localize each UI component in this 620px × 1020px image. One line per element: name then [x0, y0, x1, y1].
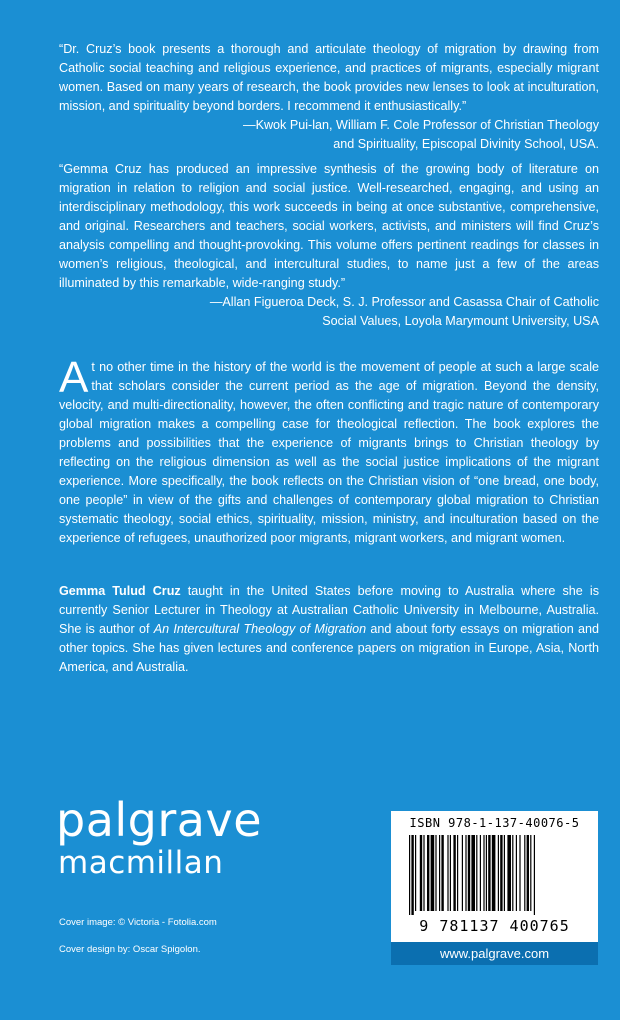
- isbn-barcode: [391, 811, 598, 942]
- bio-text-part2: and about forty essays on migration and other topics. She has given lectures and conference papers on migration in Europe, Asia, North America, and Australia.: [59, 622, 599, 674]
- barcode-bar: [530, 835, 531, 911]
- barcode-bar: [500, 835, 502, 911]
- endorsement-attribution-line1: —Kwok Pui-lan, William F. Cole Professor of Christian Theology: [242, 118, 599, 132]
- publisher-website[interactable]: www.palgrave.com: [391, 942, 598, 965]
- barcode-bar: [423, 835, 424, 911]
- barcode-bar: [465, 835, 466, 911]
- barcode-bar: [415, 835, 416, 911]
- drop-cap: A: [59, 353, 89, 402]
- isbn-label: ISBN 978-1-137-40076-5: [409, 816, 580, 830]
- barcode-bar: [439, 835, 440, 911]
- publisher-logo: [56, 795, 262, 881]
- book-title: An Intercultural Theology of Migration: [153, 622, 367, 636]
- barcode-bar: [524, 835, 525, 911]
- barcode-bar: [480, 835, 481, 911]
- endorsement-2: [59, 160, 599, 331]
- barcode-bar: [476, 835, 477, 911]
- barcode-bar: [450, 835, 451, 911]
- barcode-bar: [512, 835, 513, 911]
- barcode-bar: [435, 835, 436, 911]
- barcode-bar: [519, 835, 520, 911]
- description-text: t no other time in the history of the world is the movement of people at such a large scale that scholars consider the current period as the age of migration. Beyond the density, velocity, and multi-directionality, however, the often conflicting and tragic nature of contemporary global migration makes a compelling case for theological reflection. The book explores the problems and possibilities that the experience of migrants brings to Christian theology by reflecting on the religious dimension as well as the social justice implications of the migrant experience. More specifically, the book reflects on the Christian vision of “one bread, one body, one people” in view of the gifts and challenges of contemporary global migration to Christian systematic theology, social ethics, spirituality, mission, ministry, and inculturation based on the experience of refugees, unauthorized poor migrants, migrant workers, and migrant women.: [59, 360, 599, 545]
- barcode-bar: [411, 835, 413, 915]
- logo-line-palgrave: palgrave: [56, 793, 262, 847]
- author-bio: [59, 582, 599, 677]
- barcode-bar: [492, 835, 496, 911]
- barcode-bar: [441, 835, 443, 911]
- barcode-bar: [457, 835, 458, 911]
- logo-line-macmillan: macmillan: [58, 845, 224, 881]
- barcode-bar: [498, 835, 499, 911]
- endorsement-attribution-line2: and Spirituality, Episcopal Divinity School, USA.: [333, 137, 599, 151]
- barcode-bar: [471, 835, 475, 911]
- barcode-digits: 9 781137 400765: [419, 917, 570, 935]
- barcode-bar: [527, 835, 529, 911]
- barcode-bar: [488, 835, 490, 911]
- author-name: Gemma Tulud Cruz: [59, 584, 181, 598]
- barcode-bar: [431, 835, 435, 911]
- barcode-bar: [420, 835, 422, 911]
- barcode-bar: [447, 835, 448, 911]
- endorsement-attribution-line2: Social Values, Loyola Marymount University, USA: [322, 314, 599, 328]
- barcode-bar: [468, 835, 470, 911]
- barcode-bar: [462, 835, 463, 911]
- barcode-bar: [516, 835, 517, 911]
- barcode-bar: [409, 835, 410, 915]
- book-description: [59, 353, 599, 548]
- endorsement-1: [59, 40, 599, 154]
- cover-image-credit: Cover image: © Victoria - Fotolia.com: [59, 917, 217, 928]
- barcode-bar: [507, 835, 511, 911]
- barcode-bar: [504, 835, 505, 911]
- barcode-bar: [534, 835, 535, 915]
- barcode-bars: [409, 835, 581, 915]
- cover-design-credit: Cover design by: Oscar Spigolon.: [59, 944, 201, 955]
- barcode-bar: [486, 835, 487, 911]
- barcode-bar: [483, 835, 484, 911]
- barcode-bar: [453, 835, 455, 911]
- barcode-bar: [427, 835, 429, 911]
- endorsement-attribution-line1: —Allan Figueroa Deck, S. J. Professor and Casassa Chair of Catholic: [209, 295, 599, 309]
- bio-text-part1: taught in the United States before moving to Australia where she is currently Senior Lecturer in Theology at Australian Catholic University in Melbourne, Australia. She is author of: [59, 584, 599, 636]
- endorsement-text: “Dr. Cruz’s book presents a thorough and articulate theology of migration by drawing from Catholic social teaching and religious experience, and practices of migrants, especially migrant women. Based on many years of research, the book provides new lenses to look at inculturation, mission, and spirituality beyond borders. I recommend it enthusiastically.”: [59, 42, 599, 113]
- endorsement-text: “Gemma Cruz has produced an impressive synthesis of the growing body of literature on migration in relation to religion and social justice. Well-researched, engaging, and using an interdisciplinary methodology, this work succeeds in being at once substantive, comprehensive, and original. Researchers and teachers, social workers, activists, and ministers will find Cruz’s analysis compelling and thought-provoking. This volume offers pertinent readings for classes in women’s religious, theological, and intercultural studies, to name just a few of the areas illuminated by this remarkable, wide-ranging study.”: [59, 162, 599, 290]
